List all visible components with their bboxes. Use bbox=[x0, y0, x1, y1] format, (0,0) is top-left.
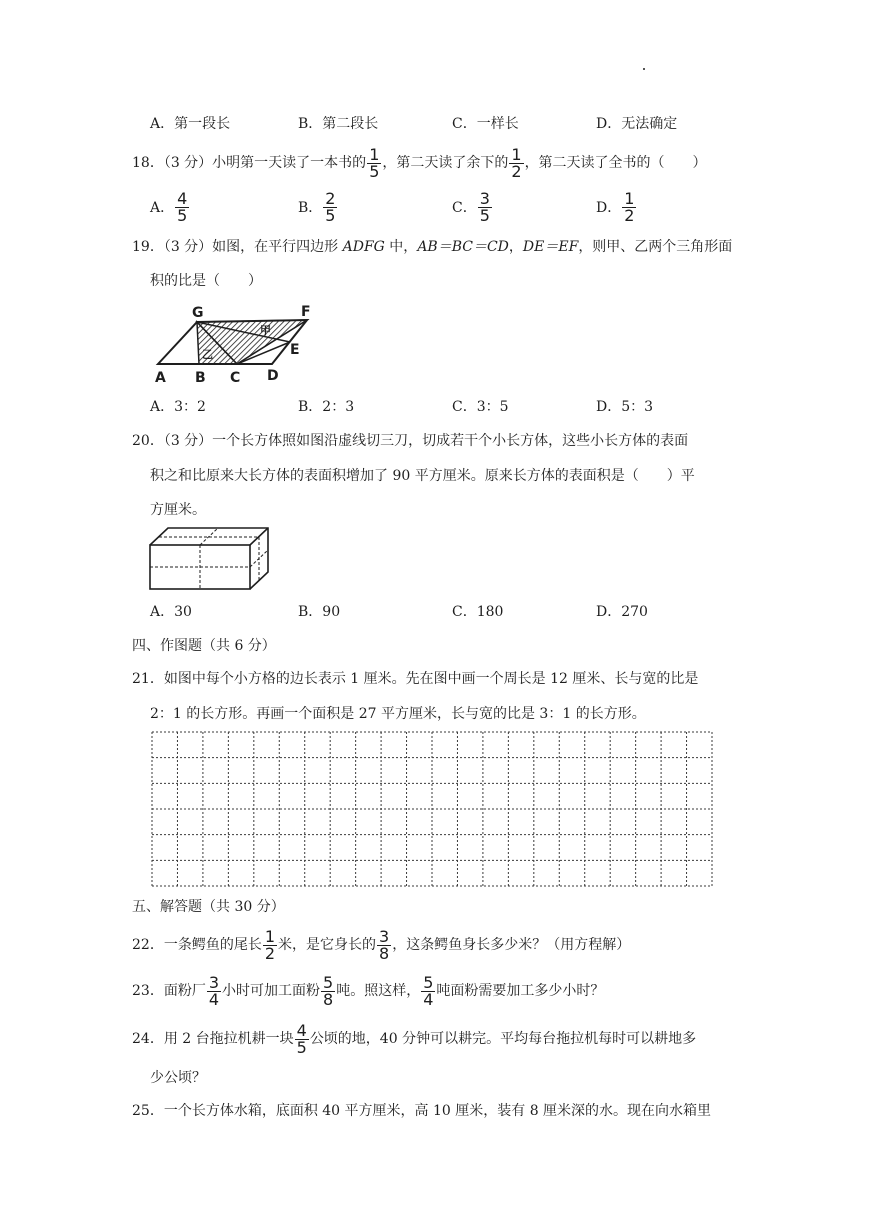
q19-option-a: A．3：2 bbox=[150, 399, 206, 415]
q23-fraction-3 bbox=[421, 972, 435, 1009]
q24-fraction-1 bbox=[295, 1020, 309, 1057]
q18-fraction-a bbox=[367, 144, 381, 181]
option-letter: B． bbox=[298, 200, 323, 216]
option-fraction bbox=[323, 188, 337, 225]
q19-text: 19．（3 分）如图，在平行四边形 bbox=[132, 239, 343, 255]
q24-text: 公顷的地，40 分钟可以耕完。平均每台拖拉机每时可以耕地多 bbox=[309, 1031, 697, 1047]
q20-option-c: C．180 bbox=[452, 604, 504, 620]
q17-option-c: C．一样长 bbox=[452, 116, 519, 132]
label-yi: 乙 bbox=[202, 348, 213, 361]
q22-text: 米，是它身长的 bbox=[278, 937, 377, 953]
q22-fraction-1 bbox=[263, 926, 277, 963]
numerator: 2 bbox=[325, 188, 336, 208]
numerator: 1 bbox=[264, 926, 276, 946]
q19-text: 中， bbox=[384, 239, 418, 255]
option-fraction bbox=[478, 188, 492, 225]
denominator: 4 bbox=[423, 989, 434, 1009]
q24-stem bbox=[132, 1022, 696, 1056]
denominator: 8 bbox=[379, 943, 390, 963]
q17-option-b: B．第二段长 bbox=[298, 116, 379, 132]
q24-text: 24．用 2 台拖拉机耕一块 bbox=[132, 1031, 294, 1047]
q18-text-a: （3 分）小明第一天读了一本书的 bbox=[163, 155, 367, 171]
numerator: 3 bbox=[208, 972, 220, 992]
q18-stem bbox=[132, 146, 707, 180]
q19-parallelogram-figure bbox=[150, 302, 320, 390]
page-mark bbox=[643, 68, 645, 70]
q18-text-c: ，第二天读了全书的（ ） bbox=[524, 155, 707, 171]
denominator: 4 bbox=[208, 989, 220, 1009]
denominator: 5 bbox=[296, 1037, 307, 1057]
q17-option-a: A．第一段长 bbox=[150, 116, 231, 132]
q20-option-d: D．270 bbox=[596, 604, 648, 620]
option-letter: A． bbox=[150, 200, 175, 216]
section-4-heading: 四、作图题（共 6 分） bbox=[132, 638, 276, 654]
q23-fraction-1 bbox=[207, 972, 221, 1009]
q18-option-c bbox=[452, 190, 493, 224]
q19-condition-1: AB＝BC＝CD bbox=[417, 239, 509, 255]
q21-line-1: 21．如图中每个小方格的边长表示 1 厘米。先在图中画一个周长是 12 厘米、长与宽的比是 bbox=[132, 671, 699, 687]
numerator: 5 bbox=[323, 972, 334, 992]
q18-fraction-b bbox=[509, 144, 523, 181]
q19-parallelogram-name: ADFG bbox=[342, 239, 385, 255]
q17-option-d: D．无法确定 bbox=[596, 116, 678, 132]
q18-options bbox=[150, 190, 750, 224]
numerator: 1 bbox=[369, 144, 380, 164]
numerator: 4 bbox=[177, 188, 188, 208]
q19-line-1 bbox=[132, 237, 732, 257]
option-fraction bbox=[175, 188, 189, 225]
section-5-heading: 五、解答题（共 30 分） bbox=[132, 899, 285, 915]
numerator: 1 bbox=[624, 188, 635, 208]
q18-number: 18． bbox=[132, 155, 164, 171]
q20-line-1: 20．（3 分）一个长方体照如图沿虚线切三刀，切成若干个小长方体，这些小长方体的表面 bbox=[132, 433, 689, 449]
q19-option-d: D．5：3 bbox=[596, 399, 654, 415]
q23-fraction-2 bbox=[321, 972, 335, 1009]
q19-option-c: C．3：5 bbox=[452, 399, 509, 415]
option-letter: D． bbox=[596, 200, 622, 216]
q20-line-3: 方厘米。 bbox=[150, 502, 206, 518]
grid-squares[interactable] bbox=[151, 731, 713, 887]
denominator: 2 bbox=[624, 205, 635, 225]
q24-line-2: 少公顷？ bbox=[150, 1070, 206, 1086]
q18-option-a bbox=[150, 190, 190, 224]
q21-drawing-grid[interactable] bbox=[151, 731, 713, 891]
q22-stem bbox=[132, 928, 630, 962]
label-a: A bbox=[155, 370, 166, 386]
label-c: C bbox=[230, 370, 241, 386]
q23-text: 23．面粉厂 bbox=[132, 983, 206, 999]
q19-text: ，则甲、乙两个三角形面 bbox=[578, 239, 733, 255]
numerator: 5 bbox=[423, 972, 434, 992]
numerator: 1 bbox=[511, 144, 522, 164]
numerator: 3 bbox=[479, 188, 490, 208]
q20-line-2: 积之和比原来大长方体的表面积增加了 90 平方厘米。原来长方体的表面积是（ ）平 bbox=[150, 468, 695, 484]
denominator: 5 bbox=[177, 205, 188, 225]
numerator: 3 bbox=[379, 926, 390, 946]
q22-text: ，这条鳄鱼身长多少米？（用方程解） bbox=[392, 937, 631, 953]
denominator: 8 bbox=[323, 989, 334, 1009]
option-letter: C． bbox=[452, 200, 477, 216]
q19-options bbox=[150, 389, 750, 423]
q20-option-a: A．30 bbox=[150, 604, 192, 620]
label-f: F bbox=[301, 304, 311, 320]
q23-text: 吨。照这样， bbox=[336, 983, 421, 999]
denominator: 5 bbox=[479, 205, 490, 225]
label-d: D bbox=[267, 368, 279, 384]
q20-options bbox=[150, 594, 750, 628]
q21-line-2: 2：1 的长方形。再画一个面积是 27 平方厘米，长与宽的比是 3：1 的长方形。 bbox=[150, 706, 646, 722]
label-jia: 甲 bbox=[260, 324, 271, 337]
q20-cuboid-figure bbox=[148, 525, 273, 593]
option-fraction bbox=[622, 188, 636, 225]
q18-text-b: ，第二天读了余下的 bbox=[382, 155, 509, 171]
denominator: 2 bbox=[511, 161, 522, 181]
q19-condition-2: DE＝EF bbox=[522, 239, 579, 255]
q23-text: 小时可加工面粉 bbox=[222, 983, 321, 999]
label-b: B bbox=[195, 370, 206, 386]
q20-option-b: B．90 bbox=[298, 604, 341, 620]
denominator: 5 bbox=[369, 161, 380, 181]
q19-line-2: 积的比是（ ） bbox=[150, 273, 262, 289]
q23-text: 吨面粉需要加工多少小时？ bbox=[436, 983, 605, 999]
q25-line-1: 25．一个长方体水箱，底面积 40 平方厘米，高 10 厘米，装有 8 厘米深的水。现在向水箱里 bbox=[132, 1103, 712, 1119]
denominator: 2 bbox=[264, 943, 276, 963]
denominator: 5 bbox=[325, 205, 336, 225]
q19-text: ， bbox=[508, 239, 523, 255]
q22-fraction-2 bbox=[377, 926, 391, 963]
numerator: 4 bbox=[296, 1020, 307, 1040]
q18-option-d bbox=[596, 190, 637, 224]
q19-option-b: B．2：3 bbox=[298, 399, 355, 415]
label-e: E bbox=[290, 342, 300, 358]
q18-option-b bbox=[298, 190, 338, 224]
q17-options bbox=[150, 106, 750, 140]
label-g: G bbox=[192, 305, 204, 321]
q23-stem bbox=[132, 974, 604, 1008]
q22-text: 22．一条鳄鱼的尾长 bbox=[132, 937, 262, 953]
